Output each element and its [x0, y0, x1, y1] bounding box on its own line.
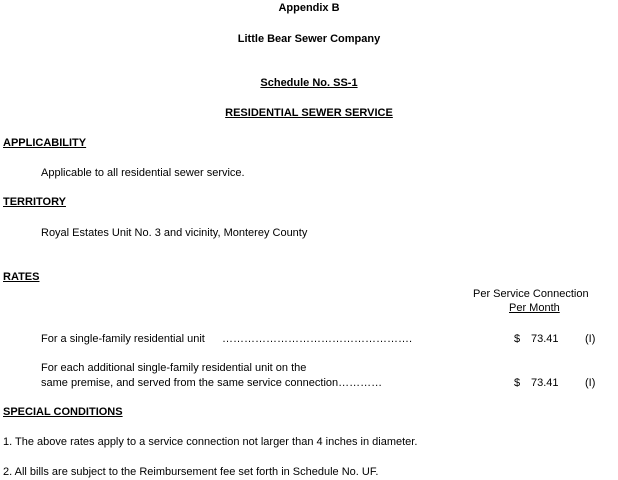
service-title: RESIDENTIAL SEWER SERVICE: [225, 107, 393, 119]
rates-column-subheader: Per Month: [509, 302, 560, 314]
rate-row-label-line1: For each additional single-family residential unit on the: [41, 362, 307, 374]
applicability-text: Applicable to all residential sewer service.: [41, 167, 245, 179]
applicability-heading: APPLICABILITY: [3, 137, 87, 149]
rate-row-flag: (I): [585, 333, 596, 345]
rate-row-currency: $: [514, 333, 521, 345]
rate-row-leader-dots: …………………………………………….: [222, 333, 413, 345]
rates-heading: RATES: [3, 271, 40, 283]
appendix-title: Appendix B: [278, 2, 340, 14]
rates-column-header: Per Service Connection: [473, 288, 589, 300]
special-conditions-heading: SPECIAL CONDITIONS: [3, 406, 123, 418]
territory-text: Royal Estates Unit No. 3 and vicinity, Monterey County: [41, 227, 308, 239]
rate-row-flag: (I): [585, 377, 596, 389]
special-condition-item: 1. The above rates apply to a service connection not larger than 4 inches in diameter.: [3, 436, 418, 448]
rate-row-label: For a single-family residential unit: [41, 333, 205, 345]
rate-row-amount: 73.41: [531, 377, 559, 389]
rate-row-currency: $: [514, 377, 521, 389]
rate-row-amount: 73.41: [531, 333, 559, 345]
schedule-number: Schedule No. SS-1: [260, 77, 358, 89]
territory-heading: TERRITORY: [3, 196, 66, 208]
rate-row-label-line2: same premise, and served from the same service connection…………: [41, 377, 383, 389]
special-condition-item: 2. All bills are subject to the Reimbursement fee set forth in Schedule No. UF.: [3, 466, 379, 478]
company-name: Little Bear Sewer Company: [237, 33, 381, 45]
